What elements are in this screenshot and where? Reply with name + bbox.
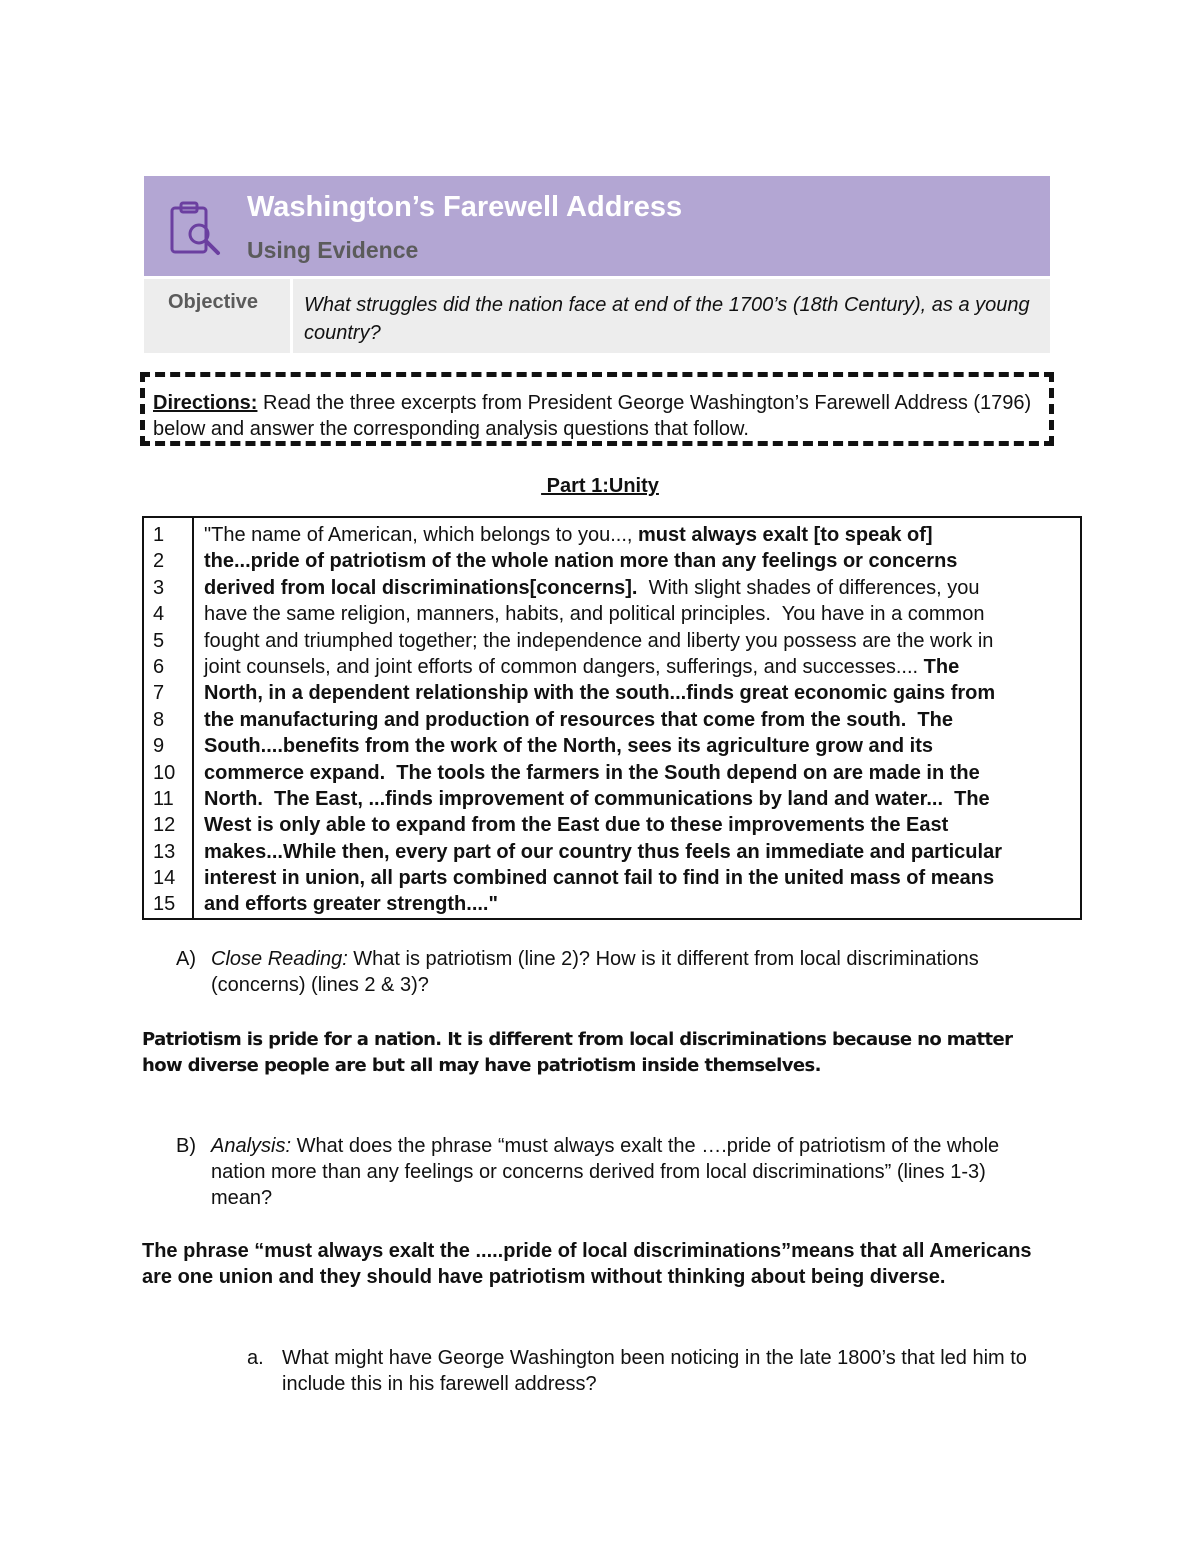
directions-box bbox=[140, 372, 1054, 446]
question-a-marker: A) bbox=[176, 948, 196, 970]
line-number: 9 bbox=[153, 735, 165, 758]
excerpt-segment: North. The East, ...finds improvement of communications by land and water... The bbox=[204, 787, 990, 810]
excerpt-segment: "The name of American, which belongs to you..., bbox=[204, 524, 638, 546]
excerpt-segment: North, in a dependent relationship with the south...finds great economic gains from bbox=[204, 682, 996, 705]
directions-label: Directions: bbox=[153, 392, 258, 414]
question-b-marker: B) bbox=[176, 1135, 196, 1157]
line-number: 6 bbox=[153, 655, 165, 678]
excerpt-line bbox=[204, 760, 1002, 786]
question-b-sub-a-text: What might have George Washington been noticing in the late 1800’s that led him to include this in his farewell address? bbox=[282, 1347, 1027, 1395]
line-number: 12 bbox=[153, 814, 176, 837]
line-number: 5 bbox=[153, 629, 165, 652]
excerpt-segment: interest in union, all parts combined cannot fail to find in the united mass of means bbox=[204, 867, 995, 890]
excerpt-segment: makes...While then, every part of our country thus feels an immediate and particular bbox=[204, 840, 1002, 863]
excerpt-segment: commerce expand. The tools the farmers in the South depend on are made in the bbox=[204, 761, 980, 784]
question-b-body: What does the phrase “must always exalt the ….pride of patriotism of the whole nation more than any feelings or concerns derived from local discriminations” (lines 1-3) mean? bbox=[211, 1135, 1000, 1209]
excerpt-line bbox=[204, 812, 1002, 838]
excerpt-line bbox=[204, 654, 1002, 680]
answer-a: Patriotism is pride for a nation. It is different from local discriminations because no matter how diverse people are but all may have patriotism inside themselves. bbox=[142, 1029, 1013, 1076]
question-b-sub-a-marker: a. bbox=[247, 1347, 264, 1369]
question-a-body: What is patriotism (line 2)? How is it different from local discriminations (concerns) (lines 2 & 3)? bbox=[211, 948, 979, 996]
page-title: Washington’s Farewell Address bbox=[247, 191, 683, 223]
excerpt-segment: fought and triumphed together; the independence and liberty you possess are the work in bbox=[204, 629, 994, 652]
excerpt-line bbox=[204, 786, 1002, 812]
part-title: Part 1:Unity bbox=[541, 475, 659, 497]
excerpt-line bbox=[204, 733, 1002, 759]
header-banner bbox=[144, 176, 1050, 276]
line-number: 3 bbox=[153, 576, 165, 599]
objective-text: What struggles did the nation face at end of the 1700’s (18th Century), as a young country? bbox=[304, 294, 1030, 344]
line-number: 7 bbox=[153, 682, 165, 705]
excerpt-line bbox=[204, 575, 1002, 601]
excerpt-segment: the...pride of patriotism of the whole nation more than any feelings or concerns bbox=[204, 550, 958, 573]
excerpt-segment: With slight shades of differences, you bbox=[637, 576, 980, 599]
excerpt-divider bbox=[192, 518, 194, 918]
line-number: 2 bbox=[153, 550, 165, 573]
question-a-label: Close Reading: bbox=[211, 948, 348, 970]
excerpt-segment: have the same religion, manners, habits, and political principles. You have in a common bbox=[204, 603, 985, 626]
excerpt-line bbox=[204, 601, 1002, 627]
excerpt-segment: South....benefits from the work of the North, sees its agriculture grow and its bbox=[204, 735, 933, 758]
excerpt-table bbox=[142, 516, 1082, 920]
excerpt-segment: The bbox=[923, 655, 960, 678]
line-number: 13 bbox=[153, 840, 176, 863]
excerpt-segment: and efforts greater strength...." bbox=[204, 893, 498, 916]
directions-body: Read the three excerpts from President George Washington’s Farewell Address (1796) below and answer the corresponding analysis questions that follow. bbox=[153, 392, 1032, 440]
line-number: 10 bbox=[153, 761, 176, 784]
line-number: 15 bbox=[153, 893, 176, 916]
excerpt-line bbox=[204, 522, 1002, 548]
excerpt-line bbox=[204, 707, 1002, 733]
page-subtitle: Using Evidence bbox=[247, 237, 419, 263]
objective-text-cell bbox=[293, 279, 1050, 353]
line-number: 4 bbox=[153, 603, 165, 626]
objective-label-cell bbox=[144, 279, 290, 353]
excerpt-line bbox=[204, 839, 1002, 865]
clipboard-magnifier-icon bbox=[166, 200, 226, 260]
excerpt-line bbox=[204, 680, 1002, 706]
excerpt-segment: joint counsels, and joint efforts of common dangers, sufferings, and successes.... bbox=[204, 655, 924, 678]
question-a-text bbox=[211, 946, 1061, 998]
line-numbers bbox=[153, 522, 175, 918]
question-b-label: Analysis: bbox=[211, 1135, 292, 1157]
line-number: 1 bbox=[153, 524, 165, 546]
directions-text bbox=[153, 390, 1053, 442]
line-number: 8 bbox=[153, 708, 165, 731]
excerpt-line bbox=[204, 865, 1002, 891]
line-number: 14 bbox=[153, 867, 176, 890]
excerpt-line bbox=[204, 891, 1002, 917]
excerpt-segment: derived from local discriminations[concerns]. bbox=[204, 576, 638, 599]
excerpt-segment: West is only able to expand from the East due to these improvements the East bbox=[204, 814, 949, 837]
excerpt-text bbox=[204, 522, 1002, 918]
excerpt-segment: must always exalt [to speak of] bbox=[638, 524, 933, 546]
objective-label: Objective bbox=[168, 291, 259, 313]
question-b-text bbox=[211, 1133, 1021, 1211]
excerpt-line bbox=[204, 548, 1002, 574]
excerpt-line bbox=[204, 628, 1002, 654]
excerpt-segment: the manufacturing and production of resources that come from the south. The bbox=[204, 708, 953, 731]
answer-b: The phrase “must always exalt the .....pride of local discriminations”means that all Americans are one union and they should have patriotism without thinking about being diverse. bbox=[142, 1240, 1032, 1288]
line-number: 11 bbox=[153, 787, 174, 810]
